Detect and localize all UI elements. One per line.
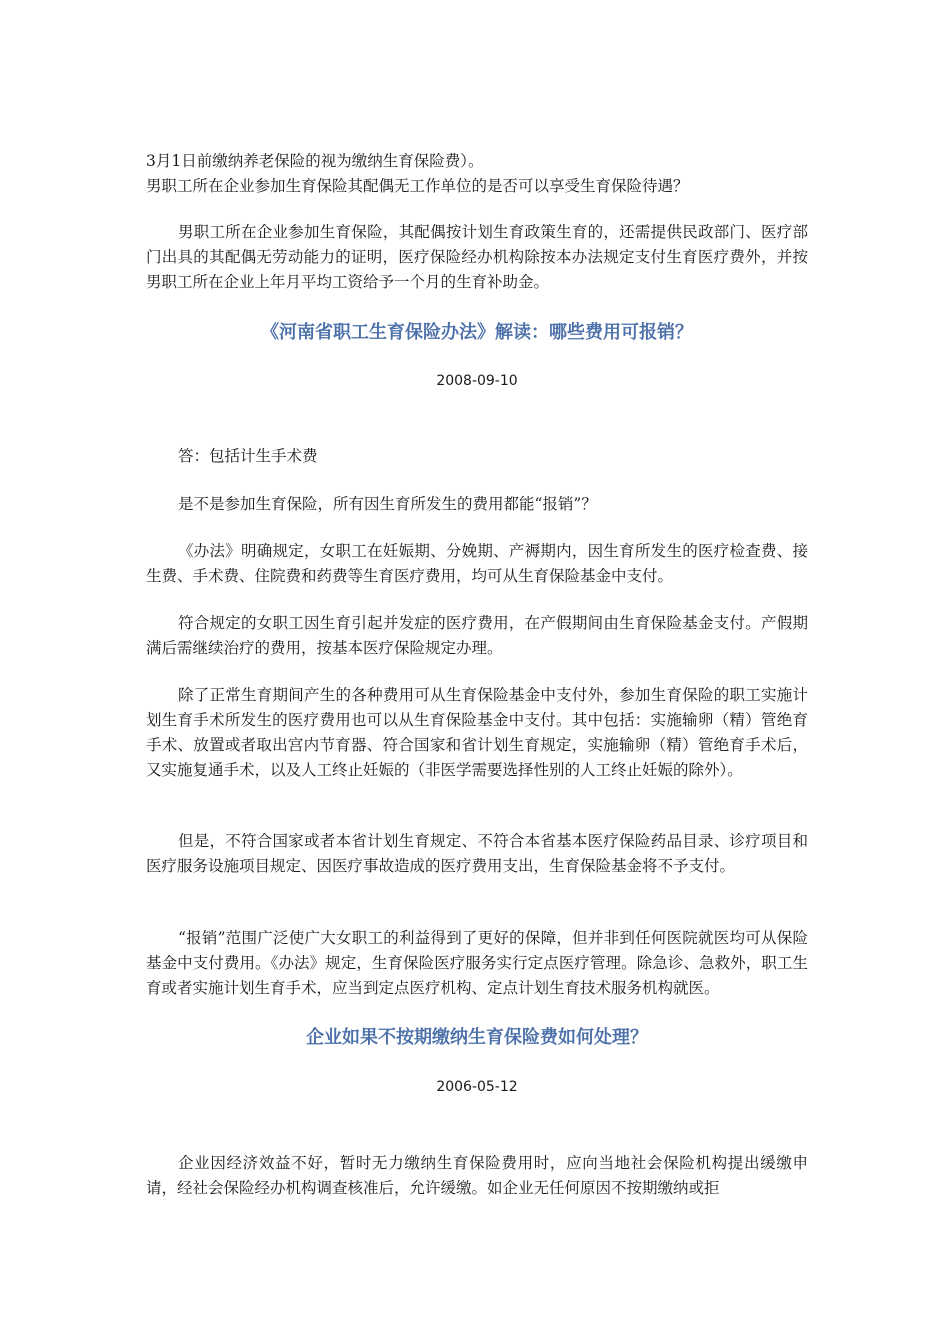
article-1-title: 《河南省职工生育保险办法》解读：哪些费用可报销？ (261, 322, 693, 343)
article-2-title: 企业如果不按期缴纳生育保险费如何处理？ (306, 1027, 648, 1048)
article-1-paragraph: 符合规定的女职工因生育引起并发症的医疗费用，在产假期间由生育保险基金支付。产假期满后需继续治疗的费用，按基本医疗保险规定办理。 (146, 614, 808, 657)
article-1-paragraph: 但是，不符合国家或者本省计划生育规定、不符合本省基本医疗保险药品目录、诊疗项目和医疗服务设施项目规定、因医疗事故造成的医疗费用支出，生育保险基金将不予支付。 (146, 832, 808, 875)
article-2-date: 2006-05-12 (436, 1079, 518, 1095)
article-1-paragraph: 《办法》明确规定，女职工在妊娠期、分娩期、产褥期内，因生育所发生的医疗检查费、接生费、手术费、住院费和药费等生育医疗费用，均可从生育保险基金中支付。 (146, 542, 808, 585)
article-1-date: 2008-09-10 (436, 373, 518, 389)
intro-line-1: 3月1日前缴纳养老保险的视为缴纳生育保险费）。 (146, 152, 484, 170)
intro-paragraph: 男职工所在企业参加生育保险，其配偶按计划生育政策生育的，还需提供民政部门、医疗部门出具的其配偶无劳动能力的证明，医疗保险经办机构除按本办法规定支付生育医疗费外，并按男职工所在企业上年月平均工资给予一个月的生育补助金。 (146, 223, 808, 291)
article-2-paragraph: 企业因经济效益不好，暂时无力缴纳生育保险费用时，应向当地社会保险机构提出缓缴申请，经社会保险经办机构调查核准后，允许缓缴。如企业无任何原因不按期缴纳或拒 (146, 1154, 808, 1197)
intro-question: 男职工所在企业参加生育保险其配偶无工作单位的是否可以享受生育保险待遇？ (146, 177, 689, 195)
article-1-paragraph: 答：包括计生手术费 (178, 447, 318, 465)
article-1-paragraph: “报销”范围广泛使广大女职工的利益得到了更好的保障，但并非到任何医院就医均可从保险基金中支付费用。《办法》规定，生育保险医疗服务实行定点医疗管理。除急诊、急救外，职工生育或者实施计划生育手术，应当到定点医疗机构、定点计划生育技术服务机构就医。 (146, 929, 808, 997)
article-1-paragraph: 是不是参加生育保险，所有因生育所发生的费用都能“报销”？ (178, 495, 597, 513)
article-1-paragraph: 除了正常生育期间产生的各种费用可从生育保险基金中支付外，参加生育保险的职工实施计划生育手术所发生的医疗费用也可以从生育保险基金中支付。其中包括：实施输卵（精）管绝育手术、放置或者取出宫内节育器、符合国家和省计划生育规定，实施输卵（精）管绝育手术后，又实施复通手术，以及人工终止妊娠的（非医学需要选择性别的人工终止妊娠的除外）。 (146, 686, 808, 779)
